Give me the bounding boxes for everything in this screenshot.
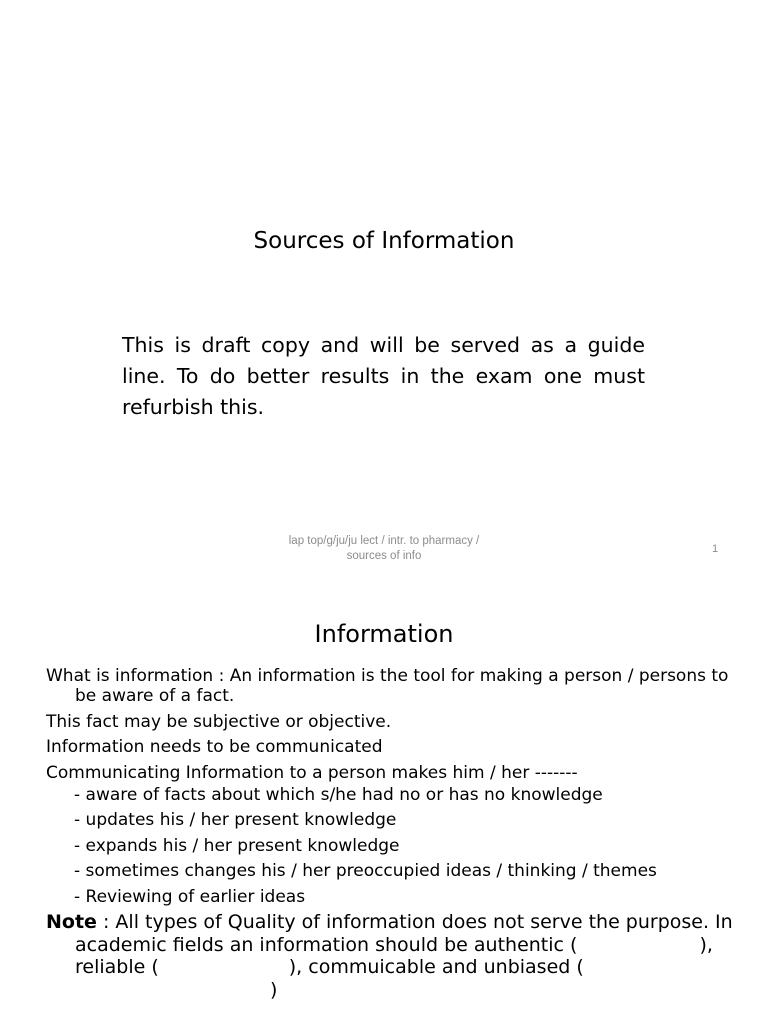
note-text: ), commuicable and unbiased (: [288, 956, 584, 978]
slide-body: [46, 666, 736, 1001]
note-text: : All types of Quality of information does not serve the purpose. In academic fields an information should be authentic (: [75, 911, 733, 956]
note-paragraph: [46, 911, 736, 1001]
slide-title: Sources of Information: [253, 228, 515, 254]
slide-footer: [234, 534, 534, 564]
paragraph: Communicating Information to a person makes him / her -------: [46, 762, 578, 783]
list-item: - expands his / her present knowledge: [74, 835, 400, 856]
list-item: - updates his / her present knowledge: [74, 810, 397, 830]
paragraph: What is information : An information is the tool for making a person / persons to be aware of a fact.: [46, 666, 729, 706]
list-item: - Reviewing of earlier ideas: [74, 886, 306, 907]
paragraph: Information needs to be communicated: [46, 737, 383, 757]
slide-title: Information: [314, 620, 454, 648]
intro-paragraph: This is draft copy and will be served as a guide line. To do better results in the exam one must refurbish this.: [122, 333, 645, 419]
note-text: ): [270, 978, 278, 1001]
paragraph: This fact may be subjective or objective.: [46, 711, 392, 732]
note-label: Note: [46, 911, 97, 933]
footer-line-1: lap top/g/ju/ju lect / intr. to pharmacy /: [288, 535, 480, 547]
slide-2: [0, 576, 768, 1024]
note-text: ), reliable (: [75, 933, 713, 978]
page-number: 1: [711, 543, 719, 555]
list-item: - sometimes changes his / her preoccupied ideas / thinking / themes: [74, 861, 657, 881]
footer-line-2: sources of info: [346, 550, 422, 562]
list-item: - aware of facts about which s/he had no or has no knowledge: [74, 784, 603, 805]
